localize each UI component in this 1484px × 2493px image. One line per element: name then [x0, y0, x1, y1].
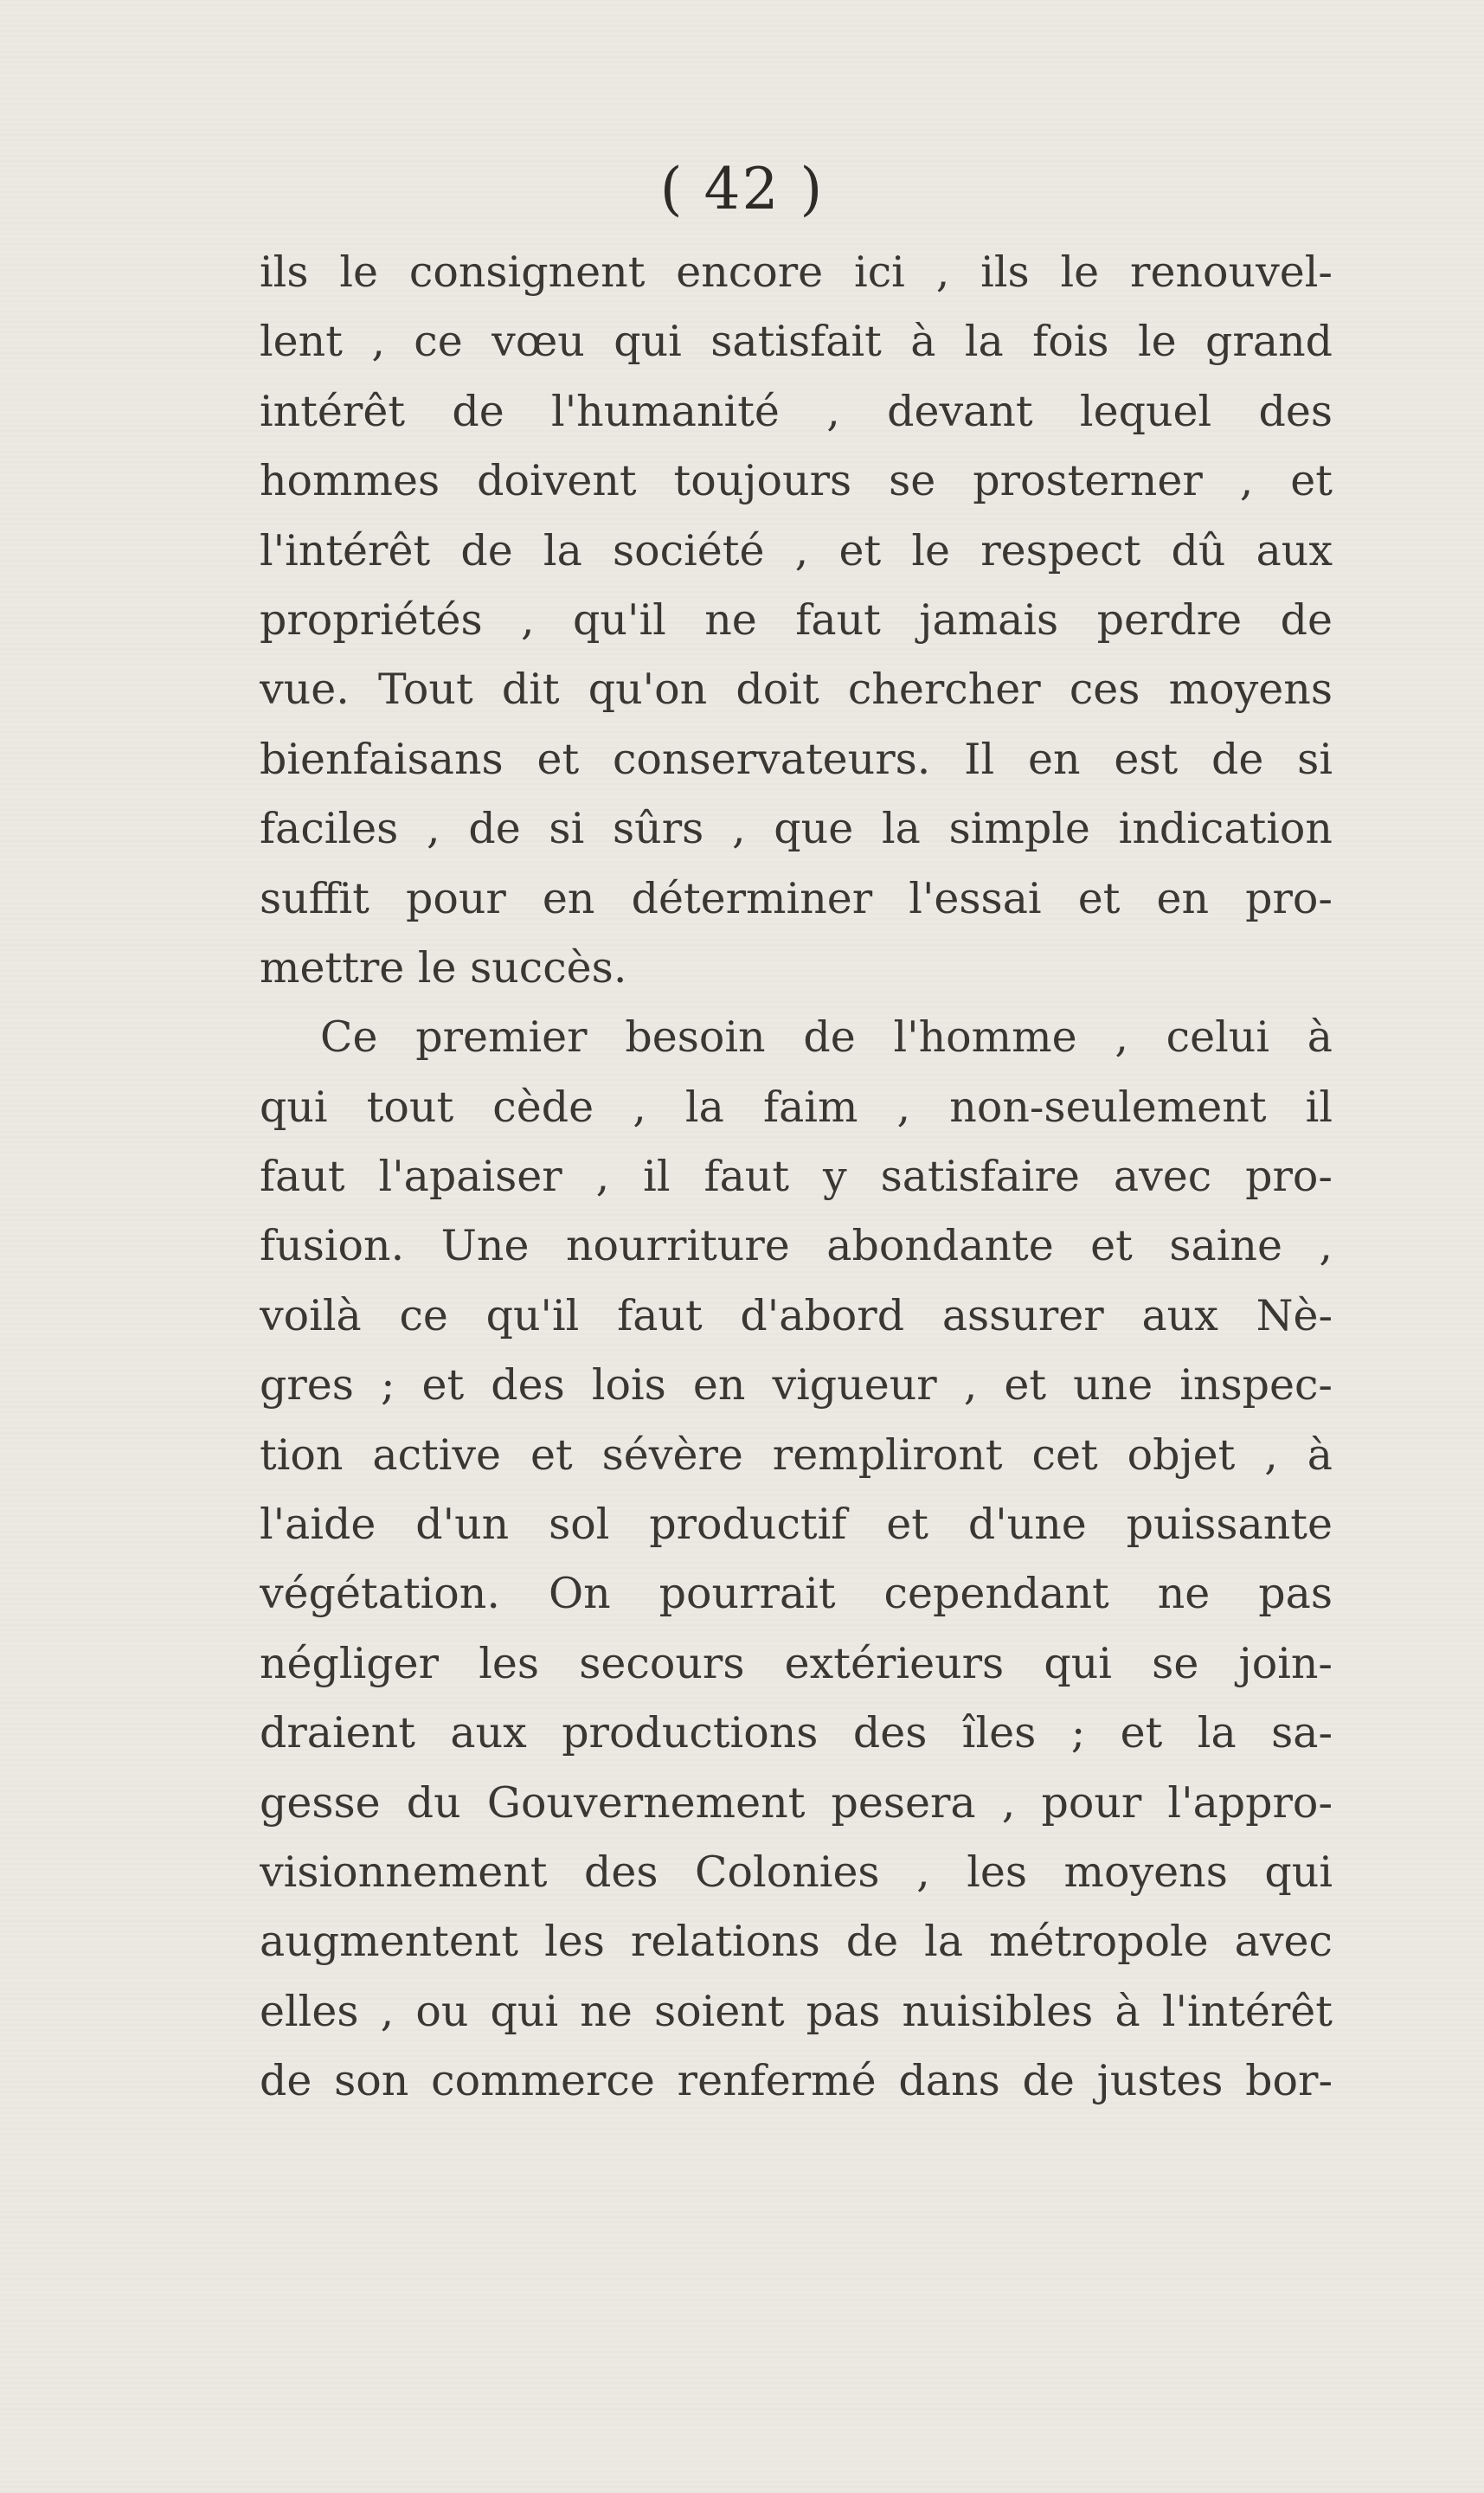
text-line: suffit pour en déterminer l'essai et en pro- [260, 873, 1333, 923]
text-line: gres ; et des lois en vigueur , et une inspec- [260, 1360, 1333, 1410]
text-line: hommes doivent toujours se prosterner , et [260, 456, 1333, 506]
text-line: augmentent les relations de la métropole avec [260, 1917, 1333, 1967]
text-line: gesse du Gouvernement pesera , pour l'appro- [260, 1777, 1333, 1828]
text-line: l'intérêt de la société , et le respect dû aux [260, 525, 1333, 575]
text-line: Ce premier besoin de l'homme , celui à [320, 1012, 1333, 1063]
text-line: négliger les secours extérieurs qui se join- [260, 1638, 1333, 1688]
text-line: draient aux productions des îles ; et la sa- [260, 1708, 1333, 1758]
text-line: bienfaisans et conservateurs. Il en est de si [260, 734, 1333, 784]
paragraph-2 [260, 1003, 1333, 2116]
text-line: faut l'apaiser , il faut y satisfaire avec pro- [260, 1152, 1333, 1202]
text-line: de son commerce renfermé dans de justes bor- [260, 2056, 1333, 2106]
text-line: elles , ou qui ne soient pas nuisibles à l'intérêt [260, 1986, 1333, 2036]
text-line: faciles , de si sûrs , que la simple indication [260, 804, 1333, 854]
text-line: ils le consignent encore ici , ils le renouvel- [260, 247, 1333, 297]
text-line: mettre le succès. [260, 942, 627, 993]
text-line: l'aide d'un sol productif et d'une puissante [260, 1500, 1333, 1550]
page-body [260, 238, 1333, 2117]
text-line: voilà ce qu'il faut d'abord assurer aux Nè- [260, 1290, 1333, 1340]
text-line: propriétés , qu'il ne faut jamais perdre de [260, 594, 1333, 645]
text-line: fusion. Une nourriture abondante et saine , [260, 1221, 1333, 1271]
page-number: ( 42 ) [659, 156, 825, 222]
text-line: lent , ce vœu qui satisfait à la fois le grand [260, 317, 1333, 367]
text-line: végétation. On pourrait cependant ne pas [260, 1569, 1333, 1619]
text-line: vue. Tout dit qu'on doit chercher ces moyens [260, 665, 1333, 715]
text-line: intérêt de l'humanité , devant lequel des [260, 386, 1333, 436]
paragraph-1 [260, 238, 1333, 1003]
text-line: tion active et sévère rempliront cet objet , à [260, 1430, 1333, 1480]
text-line: visionnement des Colonies , les moyens qui [260, 1847, 1333, 1897]
text-line: qui tout cède , la faim , non-seulement il [260, 1082, 1333, 1132]
